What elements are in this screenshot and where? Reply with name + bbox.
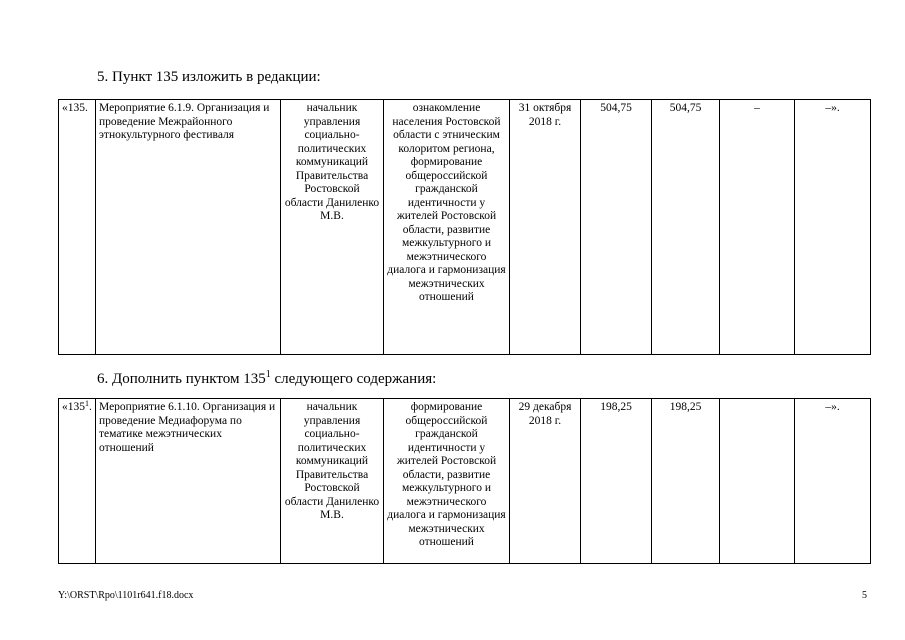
heading-text-suffix: следующего содержания: [270, 371, 437, 387]
activity-cell: Мероприятие 6.1.9. Организация и проведение Межрайонного этнокультурного фестиваля [96, 100, 281, 355]
table-row [59, 399, 871, 564]
value-3-cell [720, 399, 795, 564]
date-cell: 31 октября 2018 г. [510, 100, 581, 355]
section-6-heading [97, 370, 436, 388]
value-1-cell: 504,75 [581, 100, 652, 355]
item-number: «$135^1$. [59, 399, 96, 564]
value-1-cell: 198,25 [581, 399, 652, 564]
section-6-table [58, 398, 871, 564]
section-5-table [58, 99, 871, 355]
section-5-heading: 5. Пункт 135 изложить в редакции: [97, 69, 321, 85]
responsible-cell: начальник управления социально-политических коммуникаций Правительства Ростовской области Даниленко М.В. [281, 100, 384, 355]
file-path: Y:\ORST\Rpo\1101r641.f18.docx [58, 590, 194, 601]
result-cell: ознакомление населения Ростовской области с этническим колоритом региона, формирование общероссийской гражданской идентичности у жителей Ростовской области, развитие межкультурного и межэтнического диалога и гармонизация межэтнических отношений [384, 100, 510, 355]
heading-text: 6. Дополнить пунктом 135 [97, 371, 266, 387]
value-4-cell: –». [795, 399, 871, 564]
value-2-cell: 198,25 [652, 399, 720, 564]
responsible-cell: начальник управления социально-политических коммуникаций Правительства Ростовской области Даниленко М.В. [281, 399, 384, 564]
activity-cell: Мероприятие 6.1.10. Организация и проведение Медиафорума по тематике межэтнических отношений [96, 399, 281, 564]
value-4-cell: –». [795, 100, 871, 355]
result-cell: формирование общероссийской гражданской идентичности у жителей Ростовской области, развитие межкультурного и межэтнического диалога и гармонизация межэтнических отношений [384, 399, 510, 564]
page-number: 5 [862, 590, 867, 601]
item-number: «135. [59, 100, 96, 355]
table-row [59, 100, 871, 355]
value-3-cell: – [720, 100, 795, 355]
value-2-cell: 504,75 [652, 100, 720, 355]
date-cell: 29 декабря 2018 г. [510, 399, 581, 564]
heading-superscript: 1 [265, 369, 271, 380]
